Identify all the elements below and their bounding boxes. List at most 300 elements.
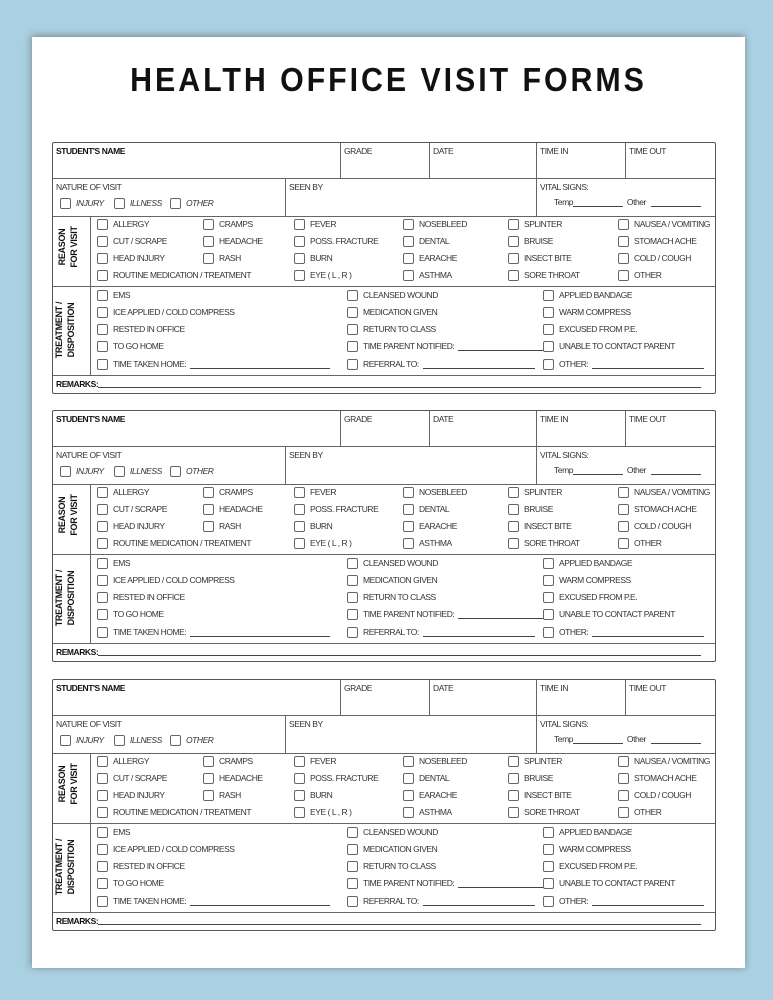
checkbox[interactable] bbox=[294, 236, 305, 247]
checkbox[interactable] bbox=[347, 592, 358, 603]
nature-other-option[interactable]: OTHER bbox=[170, 466, 214, 477]
reason-option-sore-throat[interactable]: SORE THROAT bbox=[508, 807, 580, 818]
treatment-option-referral-to[interactable]: REFERRAL TO: bbox=[347, 627, 535, 638]
nature-illness-option[interactable]: ILLNESS bbox=[114, 735, 162, 746]
checkbox[interactable] bbox=[114, 466, 125, 477]
checkbox[interactable] bbox=[347, 827, 358, 838]
reason-option-bruise[interactable]: BRUISE bbox=[508, 236, 553, 247]
checkbox[interactable] bbox=[618, 807, 629, 818]
reason-option-cut-scrape[interactable]: CUT / SCRAPE bbox=[97, 504, 167, 515]
checkbox[interactable] bbox=[543, 341, 554, 352]
checkbox[interactable] bbox=[508, 521, 519, 532]
checkbox[interactable] bbox=[403, 807, 414, 818]
treatment-option-rested-in-office[interactable]: RESTED IN OFFICE bbox=[97, 861, 185, 872]
date-field[interactable] bbox=[430, 143, 537, 178]
reason-option-nausea-vomiting[interactable]: NAUSEA / VOMITING bbox=[618, 487, 710, 498]
treatment-option-unable-to-contact-parent[interactable]: UNABLE TO CONTACT PARENT bbox=[543, 878, 675, 889]
checkbox[interactable] bbox=[97, 219, 108, 230]
checkbox[interactable] bbox=[97, 359, 108, 370]
reason-option-asthma[interactable]: ASTHMA bbox=[403, 270, 452, 281]
reason-option-bruise[interactable]: BRUISE bbox=[508, 504, 553, 515]
checkbox[interactable] bbox=[294, 756, 305, 767]
checkbox[interactable] bbox=[403, 253, 414, 264]
fill-in-line[interactable] bbox=[458, 879, 544, 888]
reason-option-nosebleed[interactable]: NOSEBLEED bbox=[403, 219, 467, 230]
time-in-field[interactable] bbox=[537, 680, 626, 715]
checkbox[interactable] bbox=[97, 521, 108, 532]
reason-option-earache[interactable]: EARACHE bbox=[403, 253, 457, 264]
reason-option-allergy[interactable]: ALLERGY bbox=[97, 756, 149, 767]
reason-option-insect-bite[interactable]: INSECT BITE bbox=[508, 253, 571, 264]
treatment-option-medication-given[interactable]: MEDICATION GIVEN bbox=[347, 844, 437, 855]
checkbox[interactable] bbox=[203, 219, 214, 230]
checkbox[interactable] bbox=[508, 270, 519, 281]
treatment-option-medication-given[interactable]: MEDICATION GIVEN bbox=[347, 575, 437, 586]
treatment-option-ice-applied-cold-compress[interactable]: ICE APPLIED / COLD COMPRESS bbox=[97, 307, 235, 318]
reason-option-other[interactable]: OTHER bbox=[618, 270, 662, 281]
reason-option-other[interactable]: OTHER bbox=[618, 807, 662, 818]
checkbox[interactable] bbox=[508, 253, 519, 264]
checkbox[interactable] bbox=[203, 773, 214, 784]
checkbox[interactable] bbox=[508, 538, 519, 549]
fill-in-line[interactable] bbox=[592, 897, 704, 906]
reason-option-fever[interactable]: FEVER bbox=[294, 219, 336, 230]
reason-option-dental[interactable]: DENTAL bbox=[403, 504, 449, 515]
checkbox[interactable] bbox=[97, 538, 108, 549]
reason-option-eye-l-r[interactable]: EYE ( L , R ) bbox=[294, 270, 352, 281]
treatment-option-return-to-class[interactable]: RETURN TO CLASS bbox=[347, 861, 436, 872]
checkbox[interactable] bbox=[97, 609, 108, 620]
reason-option-cold-cough[interactable]: COLD / COUGH bbox=[618, 521, 691, 532]
student-name-label: STUDENT'S NAME bbox=[56, 683, 125, 693]
checkbox[interactable] bbox=[294, 219, 305, 230]
checkbox[interactable] bbox=[97, 558, 108, 569]
nature-injury-option[interactable]: INJURY bbox=[60, 466, 104, 477]
grade-field[interactable] bbox=[341, 680, 430, 715]
reason-option-eye-l-r[interactable]: EYE ( L , R ) bbox=[294, 538, 352, 549]
nature-illness-option[interactable]: ILLNESS bbox=[114, 198, 162, 209]
checkbox[interactable] bbox=[294, 521, 305, 532]
reason-option-poss-fracture[interactable]: POSS. FRACTURE bbox=[294, 773, 378, 784]
checkbox[interactable] bbox=[97, 504, 108, 515]
checkbox[interactable] bbox=[170, 735, 181, 746]
checkbox[interactable] bbox=[403, 538, 414, 549]
reason-option-eye-l-r[interactable]: EYE ( L , R ) bbox=[294, 807, 352, 818]
fill-in-line[interactable] bbox=[423, 897, 535, 906]
student-name-field[interactable] bbox=[53, 143, 341, 178]
checkbox[interactable] bbox=[508, 219, 519, 230]
reason-option-allergy[interactable]: ALLERGY bbox=[97, 487, 149, 498]
nature-other-option[interactable]: OTHER bbox=[170, 198, 214, 209]
checkbox[interactable] bbox=[97, 861, 108, 872]
treatment-option-other[interactable]: OTHER: bbox=[543, 627, 704, 638]
nature-injury-option[interactable]: INJURY bbox=[60, 735, 104, 746]
grade-field[interactable] bbox=[341, 411, 430, 446]
grade-label: GRADE bbox=[344, 414, 372, 424]
treatment-option-unable-to-contact-parent[interactable]: UNABLE TO CONTACT PARENT bbox=[543, 609, 675, 620]
treatment-option-excused-from-p-e[interactable]: EXCUSED FROM P.E. bbox=[543, 592, 637, 603]
fill-in-line[interactable] bbox=[592, 360, 704, 369]
checkbox[interactable] bbox=[294, 807, 305, 818]
temp-label: Temp bbox=[554, 197, 573, 207]
checkbox[interactable] bbox=[97, 592, 108, 603]
checkbox[interactable] bbox=[543, 324, 554, 335]
time-out-field[interactable] bbox=[626, 143, 715, 178]
reason-option-stomach-ache[interactable]: STOMACH ACHE bbox=[618, 773, 696, 784]
checkbox[interactable] bbox=[403, 270, 414, 281]
treatment-option-other[interactable]: OTHER: bbox=[543, 359, 704, 370]
reason-option-poss-fracture[interactable]: POSS. FRACTURE bbox=[294, 236, 378, 247]
checkbox[interactable] bbox=[294, 773, 305, 784]
checkbox[interactable] bbox=[508, 773, 519, 784]
treatment-option-cleansed-wound[interactable]: CLEANSED WOUND bbox=[347, 827, 438, 838]
checkbox[interactable] bbox=[203, 790, 214, 801]
reason-option-cramps[interactable]: CRAMPS bbox=[203, 487, 253, 498]
checkbox[interactable] bbox=[618, 521, 629, 532]
time-out-label: TIME OUT bbox=[629, 683, 667, 693]
remarks-input[interactable] bbox=[98, 916, 701, 925]
nature-injury-option[interactable]: INJURY bbox=[60, 198, 104, 209]
checkbox[interactable] bbox=[60, 735, 71, 746]
treatment-option-cleansed-wound[interactable]: CLEANSED WOUND bbox=[347, 558, 438, 569]
checkbox[interactable] bbox=[347, 627, 358, 638]
checkbox[interactable] bbox=[97, 773, 108, 784]
checkbox[interactable] bbox=[97, 878, 108, 889]
checkbox[interactable] bbox=[618, 538, 629, 549]
remarks-input[interactable] bbox=[98, 379, 701, 388]
checkbox[interactable] bbox=[403, 487, 414, 498]
reason-option-poss-fracture[interactable]: POSS. FRACTURE bbox=[294, 504, 378, 515]
fill-in-line[interactable] bbox=[423, 628, 535, 637]
treatment-option-excused-from-p-e[interactable]: EXCUSED FROM P.E. bbox=[543, 324, 637, 335]
reason-option-headache[interactable]: HEADACHE bbox=[203, 504, 263, 515]
treatment-option-referral-to[interactable]: REFERRAL TO: bbox=[347, 359, 535, 370]
treatment-option-to-go-home[interactable]: TO GO HOME bbox=[97, 609, 164, 620]
checkbox[interactable] bbox=[97, 827, 108, 838]
student-name-field[interactable] bbox=[53, 680, 341, 715]
reason-option-rash[interactable]: RASH bbox=[203, 253, 241, 264]
treatment-option-unable-to-contact-parent[interactable]: UNABLE TO CONTACT PARENT bbox=[543, 341, 675, 352]
reason-option-nausea-vomiting[interactable]: NAUSEA / VOMITING bbox=[618, 756, 710, 767]
reason-option-cut-scrape[interactable]: CUT / SCRAPE bbox=[97, 773, 167, 784]
seen-by-field[interactable] bbox=[286, 716, 537, 753]
reason-option-sore-throat[interactable]: SORE THROAT bbox=[508, 270, 580, 281]
checkbox[interactable] bbox=[97, 290, 108, 301]
checkbox[interactable] bbox=[97, 627, 108, 638]
reason-option-headache[interactable]: HEADACHE bbox=[203, 236, 263, 247]
checkbox[interactable] bbox=[543, 896, 554, 907]
date-field[interactable] bbox=[430, 411, 537, 446]
checkbox[interactable] bbox=[97, 807, 108, 818]
treatment-option-applied-bandage[interactable]: APPLIED BANDAGE bbox=[543, 290, 632, 301]
checkbox[interactable] bbox=[508, 756, 519, 767]
treatment-option-rested-in-office[interactable]: RESTED IN OFFICE bbox=[97, 592, 185, 603]
checkbox[interactable] bbox=[97, 270, 108, 281]
reason-option-splinter[interactable]: SPLINTER bbox=[508, 219, 562, 230]
checkbox[interactable] bbox=[543, 575, 554, 586]
checkbox[interactable] bbox=[203, 253, 214, 264]
reason-option-nosebleed[interactable]: NOSEBLEED bbox=[403, 487, 467, 498]
checkbox[interactable] bbox=[97, 790, 108, 801]
checkbox[interactable] bbox=[97, 756, 108, 767]
reason-row bbox=[53, 485, 715, 555]
checkbox[interactable] bbox=[403, 790, 414, 801]
treatment-option-to-go-home[interactable]: TO GO HOME bbox=[97, 341, 164, 352]
treatment-option-time-parent-notified[interactable]: TIME PARENT NOTIFIED: bbox=[347, 341, 544, 352]
time-out-field[interactable] bbox=[626, 411, 715, 446]
reason-option-nosebleed[interactable]: NOSEBLEED bbox=[403, 756, 467, 767]
reason-option-head-injury[interactable]: HEAD INJURY bbox=[97, 521, 165, 532]
checkbox[interactable] bbox=[618, 773, 629, 784]
reason-option-headache[interactable]: HEADACHE bbox=[203, 773, 263, 784]
reason-option-cold-cough[interactable]: COLD / COUGH bbox=[618, 253, 691, 264]
temp-input[interactable] bbox=[573, 735, 623, 744]
reason-option-splinter[interactable]: SPLINTER bbox=[508, 756, 562, 767]
reason-option-asthma[interactable]: ASTHMA bbox=[403, 807, 452, 818]
checkbox[interactable] bbox=[294, 538, 305, 549]
checkbox[interactable] bbox=[347, 341, 358, 352]
checkbox[interactable] bbox=[347, 359, 358, 370]
other-vital-input[interactable] bbox=[651, 198, 701, 207]
checkbox[interactable] bbox=[294, 790, 305, 801]
treatment-option-ems[interactable]: EMS bbox=[97, 290, 130, 301]
checkbox[interactable] bbox=[618, 504, 629, 515]
checkbox[interactable] bbox=[403, 236, 414, 247]
checkbox[interactable] bbox=[294, 253, 305, 264]
checkbox[interactable] bbox=[347, 290, 358, 301]
treatment-option-return-to-class[interactable]: RETURN TO CLASS bbox=[347, 592, 436, 603]
checkbox[interactable] bbox=[543, 627, 554, 638]
checkbox[interactable] bbox=[347, 324, 358, 335]
checkbox[interactable] bbox=[403, 521, 414, 532]
checkbox[interactable] bbox=[508, 790, 519, 801]
treatment-option-ice-applied-cold-compress[interactable]: ICE APPLIED / COLD COMPRESS bbox=[97, 844, 235, 855]
reason-option-cold-cough[interactable]: COLD / COUGH bbox=[618, 790, 691, 801]
checkbox[interactable] bbox=[97, 307, 108, 318]
treatment-option-warm-compress[interactable]: WARM COMPRESS bbox=[543, 307, 631, 318]
fill-in-line[interactable] bbox=[190, 897, 330, 906]
checkbox[interactable] bbox=[294, 270, 305, 281]
reason-option-cut-scrape[interactable]: CUT / SCRAPE bbox=[97, 236, 167, 247]
reason-option-dental[interactable]: DENTAL bbox=[403, 773, 449, 784]
checkbox[interactable] bbox=[618, 236, 629, 247]
checkbox[interactable] bbox=[203, 236, 214, 247]
checkbox[interactable] bbox=[347, 861, 358, 872]
checkbox[interactable] bbox=[347, 878, 358, 889]
checkbox[interactable] bbox=[97, 896, 108, 907]
time-in-field[interactable] bbox=[537, 411, 626, 446]
fill-in-line[interactable] bbox=[423, 360, 535, 369]
treatment-option-excused-from-p-e[interactable]: EXCUSED FROM P.E. bbox=[543, 861, 637, 872]
checkbox[interactable] bbox=[97, 236, 108, 247]
other-vital-input[interactable] bbox=[651, 466, 701, 475]
reason-option-stomach-ache[interactable]: STOMACH ACHE bbox=[618, 236, 696, 247]
treatment-option-cleansed-wound[interactable]: CLEANSED WOUND bbox=[347, 290, 438, 301]
checkbox[interactable] bbox=[294, 504, 305, 515]
treatment-option-time-parent-notified[interactable]: TIME PARENT NOTIFIED: bbox=[347, 609, 544, 620]
checkbox[interactable] bbox=[97, 324, 108, 335]
fill-in-line[interactable] bbox=[458, 610, 544, 619]
checkbox[interactable] bbox=[347, 896, 358, 907]
checkbox[interactable] bbox=[508, 236, 519, 247]
checkbox[interactable] bbox=[97, 844, 108, 855]
checkbox[interactable] bbox=[170, 466, 181, 477]
checkbox[interactable] bbox=[60, 466, 71, 477]
treatment-option-warm-compress[interactable]: WARM COMPRESS bbox=[543, 575, 631, 586]
reason-option-stomach-ache[interactable]: STOMACH ACHE bbox=[618, 504, 696, 515]
checkbox[interactable] bbox=[543, 592, 554, 603]
treatment-option-applied-bandage[interactable]: APPLIED BANDAGE bbox=[543, 558, 632, 569]
nature-other-option[interactable]: OTHER bbox=[170, 735, 214, 746]
treatment-option-time-taken-home[interactable]: TIME TAKEN HOME: bbox=[97, 896, 330, 907]
reason-option-cramps[interactable]: CRAMPS bbox=[203, 756, 253, 767]
fill-in-line[interactable] bbox=[458, 342, 544, 351]
reason-option-splinter[interactable]: SPLINTER bbox=[508, 487, 562, 498]
checkbox[interactable] bbox=[618, 253, 629, 264]
checkbox[interactable] bbox=[543, 861, 554, 872]
checkbox[interactable] bbox=[508, 807, 519, 818]
remarks-label: REMARKS: bbox=[56, 647, 99, 657]
treatment-option-rested-in-office[interactable]: RESTED IN OFFICE bbox=[97, 324, 185, 335]
reason-option-allergy[interactable]: ALLERGY bbox=[97, 219, 149, 230]
checkbox[interactable] bbox=[347, 844, 358, 855]
grade-field[interactable] bbox=[341, 143, 430, 178]
reason-option-fever[interactable]: FEVER bbox=[294, 487, 336, 498]
temp-input[interactable] bbox=[573, 466, 623, 475]
reason-option-burn[interactable]: BURN bbox=[294, 521, 332, 532]
checkbox[interactable] bbox=[543, 878, 554, 889]
checkbox[interactable] bbox=[543, 290, 554, 301]
seen-by-field[interactable] bbox=[286, 447, 537, 484]
treatment-option-return-to-class[interactable]: RETURN TO CLASS bbox=[347, 324, 436, 335]
checkbox[interactable] bbox=[170, 198, 181, 209]
checkbox[interactable] bbox=[347, 558, 358, 569]
time-in-field[interactable] bbox=[537, 143, 626, 178]
fill-in-line[interactable] bbox=[190, 628, 330, 637]
checkbox[interactable] bbox=[403, 219, 414, 230]
checkbox[interactable] bbox=[97, 575, 108, 586]
reason-option-sore-throat[interactable]: SORE THROAT bbox=[508, 538, 580, 549]
checkbox[interactable] bbox=[543, 558, 554, 569]
reason-option-head-injury[interactable]: HEAD INJURY bbox=[97, 790, 165, 801]
date-field[interactable] bbox=[430, 680, 537, 715]
fill-in-line[interactable] bbox=[190, 360, 330, 369]
reason-option-bruise[interactable]: BRUISE bbox=[508, 773, 553, 784]
checkbox[interactable] bbox=[347, 609, 358, 620]
reason-option-burn[interactable]: BURN bbox=[294, 790, 332, 801]
fill-in-line[interactable] bbox=[592, 628, 704, 637]
other-vital-label: Other bbox=[626, 197, 646, 207]
reason-option-fever[interactable]: FEVER bbox=[294, 756, 336, 767]
visit-form-3 bbox=[52, 679, 716, 931]
treatment-option-warm-compress[interactable]: WARM COMPRESS bbox=[543, 844, 631, 855]
grade-label: GRADE bbox=[344, 146, 372, 156]
checkbox[interactable] bbox=[294, 487, 305, 498]
other-vital-input[interactable] bbox=[651, 735, 701, 744]
reason-option-burn[interactable]: BURN bbox=[294, 253, 332, 264]
checkbox[interactable] bbox=[508, 504, 519, 515]
reason-option-other[interactable]: OTHER bbox=[618, 538, 662, 549]
reason-option-insect-bite[interactable]: INSECT BITE bbox=[508, 790, 571, 801]
temp-input[interactable] bbox=[573, 198, 623, 207]
seen-by-field[interactable] bbox=[286, 179, 537, 216]
checkbox[interactable] bbox=[403, 504, 414, 515]
treatment-option-other[interactable]: OTHER: bbox=[543, 896, 704, 907]
reason-option-rash[interactable]: RASH bbox=[203, 521, 241, 532]
nature-of-visit-cell bbox=[53, 447, 286, 484]
reason-option-dental[interactable]: DENTAL bbox=[403, 236, 449, 247]
checkbox[interactable] bbox=[203, 521, 214, 532]
checkbox[interactable] bbox=[114, 735, 125, 746]
checkbox[interactable] bbox=[347, 575, 358, 586]
treatment-option-applied-bandage[interactable]: APPLIED BANDAGE bbox=[543, 827, 632, 838]
checkbox[interactable] bbox=[543, 359, 554, 370]
reason-option-routine-medication-treatment[interactable]: ROUTINE MEDICATION / TREATMENT bbox=[97, 270, 251, 281]
reason-label: REASON bbox=[57, 765, 67, 803]
checkbox[interactable] bbox=[203, 504, 214, 515]
treatment-option-ems[interactable]: EMS bbox=[97, 827, 130, 838]
checkbox[interactable] bbox=[543, 844, 554, 855]
remarks-label: REMARKS: bbox=[56, 916, 99, 926]
checkbox[interactable] bbox=[508, 487, 519, 498]
checkbox[interactable] bbox=[203, 756, 214, 767]
treatment-option-time-taken-home[interactable]: TIME TAKEN HOME: bbox=[97, 627, 330, 638]
form-sheet bbox=[32, 37, 745, 968]
reason-option-routine-medication-treatment[interactable]: ROUTINE MEDICATION / TREATMENT bbox=[97, 538, 251, 549]
checkbox[interactable] bbox=[97, 341, 108, 352]
treatment-option-ems[interactable]: EMS bbox=[97, 558, 130, 569]
checkbox[interactable] bbox=[618, 487, 629, 498]
reason-option-rash[interactable]: RASH bbox=[203, 790, 241, 801]
checkbox[interactable] bbox=[60, 198, 71, 209]
reason-option-routine-medication-treatment[interactable]: ROUTINE MEDICATION / TREATMENT bbox=[97, 807, 251, 818]
remarks-input[interactable] bbox=[98, 647, 701, 656]
checkbox[interactable] bbox=[114, 198, 125, 209]
checkbox[interactable] bbox=[203, 487, 214, 498]
nature-row bbox=[53, 716, 715, 754]
checkbox[interactable] bbox=[618, 756, 629, 767]
checkbox[interactable] bbox=[618, 270, 629, 281]
time-out-field[interactable] bbox=[626, 680, 715, 715]
checkbox[interactable] bbox=[543, 307, 554, 318]
treatment-option-medication-given[interactable]: MEDICATION GIVEN bbox=[347, 307, 437, 318]
student-name-field[interactable] bbox=[53, 411, 341, 446]
reason-option-insect-bite[interactable]: INSECT BITE bbox=[508, 521, 571, 532]
reason-option-head-injury[interactable]: HEAD INJURY bbox=[97, 253, 165, 264]
checkbox[interactable] bbox=[403, 773, 414, 784]
treatment-option-referral-to[interactable]: REFERRAL TO: bbox=[347, 896, 535, 907]
treatment-option-time-parent-notified[interactable]: TIME PARENT NOTIFIED: bbox=[347, 878, 544, 889]
checkbox[interactable] bbox=[543, 827, 554, 838]
checkbox[interactable] bbox=[543, 609, 554, 620]
checkbox[interactable] bbox=[618, 790, 629, 801]
checkbox[interactable] bbox=[403, 756, 414, 767]
reason-option-earache[interactable]: EARACHE bbox=[403, 521, 457, 532]
time-in-label: TIME IN bbox=[540, 146, 569, 156]
treatment-option-ice-applied-cold-compress[interactable]: ICE APPLIED / COLD COMPRESS bbox=[97, 575, 235, 586]
treatment-option-to-go-home[interactable]: TO GO HOME bbox=[97, 878, 164, 889]
checkbox[interactable] bbox=[618, 219, 629, 230]
checkbox[interactable] bbox=[97, 253, 108, 264]
checkbox[interactable] bbox=[347, 307, 358, 318]
checkbox[interactable] bbox=[97, 487, 108, 498]
reason-option-cramps[interactable]: CRAMPS bbox=[203, 219, 253, 230]
treatment-option-time-taken-home[interactable]: TIME TAKEN HOME: bbox=[97, 359, 330, 370]
nature-illness-option[interactable]: ILLNESS bbox=[114, 466, 162, 477]
reason-option-nausea-vomiting[interactable]: NAUSEA / VOMITING bbox=[618, 219, 710, 230]
reason-option-asthma[interactable]: ASTHMA bbox=[403, 538, 452, 549]
reason-option-earache[interactable]: EARACHE bbox=[403, 790, 457, 801]
